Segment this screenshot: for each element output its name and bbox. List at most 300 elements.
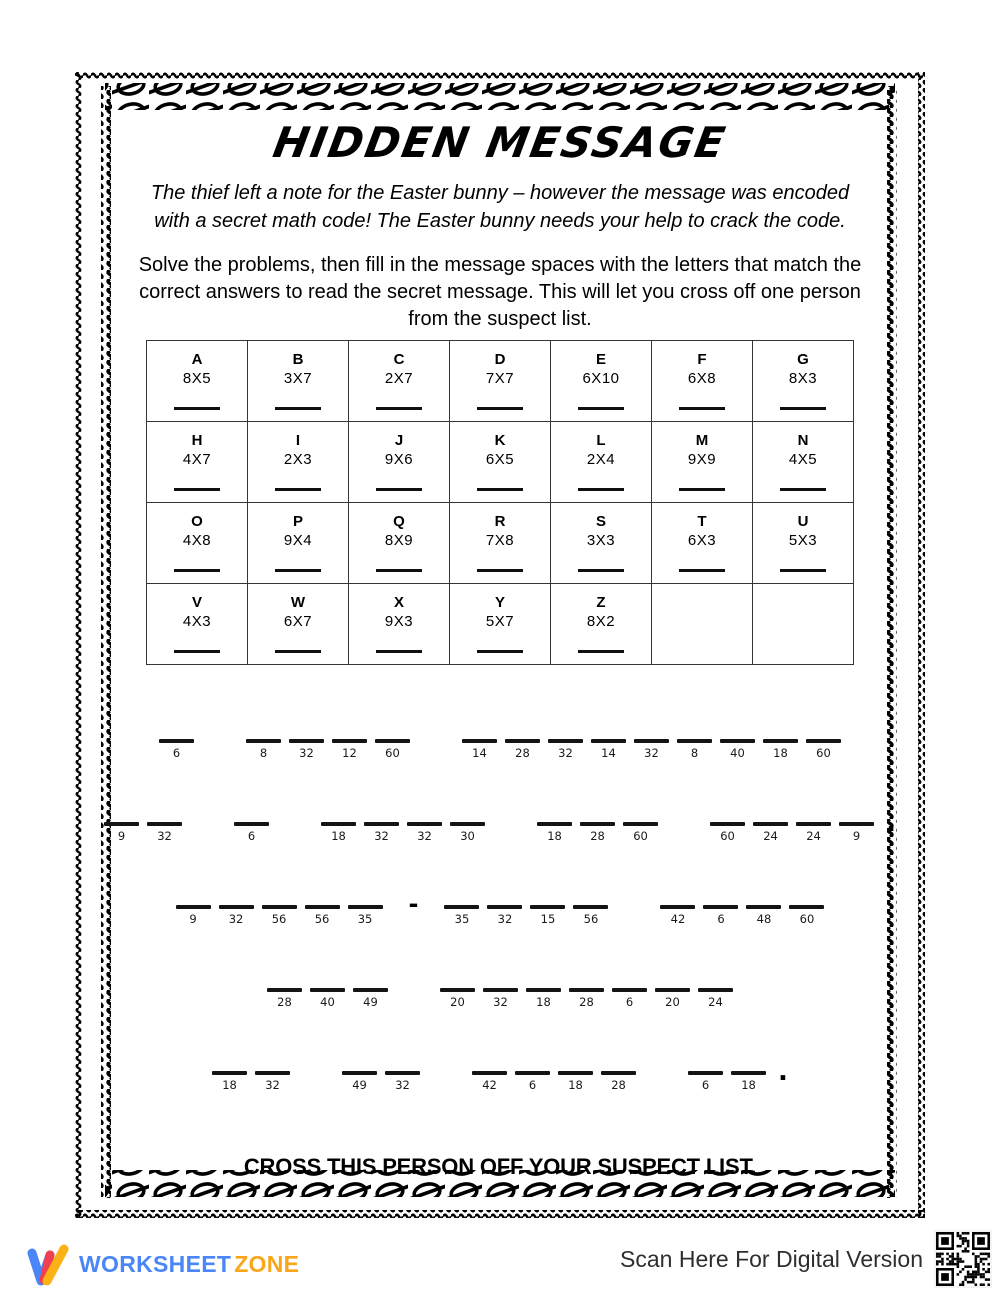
blank-line bbox=[212, 1071, 247, 1075]
message-blank bbox=[353, 988, 388, 1009]
logo-text-secondary: ZONE bbox=[234, 1250, 300, 1277]
blank-line bbox=[462, 739, 497, 743]
answer-blank bbox=[780, 407, 826, 410]
code-cell bbox=[147, 503, 248, 584]
code-cell bbox=[551, 503, 652, 584]
code-letter: Z bbox=[596, 594, 606, 611]
blank-number: 18 bbox=[773, 746, 788, 760]
message-blank bbox=[731, 1071, 766, 1092]
code-letter: U bbox=[797, 513, 809, 530]
blank-line bbox=[472, 1071, 507, 1075]
message-word bbox=[462, 739, 841, 760]
blank-number: 28 bbox=[515, 746, 530, 760]
blank-line bbox=[806, 739, 841, 743]
message-blank bbox=[342, 1071, 377, 1092]
instructions-line-3: from the suspect list. bbox=[408, 308, 592, 330]
blank-line bbox=[573, 905, 608, 909]
blank-line bbox=[267, 988, 302, 992]
answer-blank bbox=[477, 650, 523, 653]
message-punctuation: . bbox=[778, 1057, 788, 1087]
message-blank bbox=[688, 1071, 723, 1092]
code-cell bbox=[551, 584, 652, 665]
code-problem: 9X3 bbox=[384, 613, 414, 630]
message-blank bbox=[796, 822, 831, 843]
message-blank bbox=[660, 905, 695, 926]
code-cell bbox=[551, 422, 652, 503]
code-table-body bbox=[147, 341, 854, 665]
code-cell bbox=[450, 584, 551, 665]
code-problem: 8X5 bbox=[182, 370, 212, 387]
code-cell bbox=[450, 422, 551, 503]
blank-number: 49 bbox=[363, 995, 378, 1009]
message-blank bbox=[515, 1071, 550, 1092]
message-line bbox=[115, 739, 885, 759]
blank-line bbox=[655, 988, 690, 992]
message-blank bbox=[558, 1071, 593, 1092]
blank-number: 32 bbox=[417, 829, 432, 843]
answer-blank bbox=[275, 650, 321, 653]
code-problem: 4X3 bbox=[182, 613, 212, 630]
message-blank bbox=[255, 1071, 290, 1092]
message-line bbox=[115, 890, 885, 926]
code-letter: W bbox=[290, 594, 306, 611]
answer-blank bbox=[275, 407, 321, 410]
blank-number: 28 bbox=[590, 829, 605, 843]
message-blank bbox=[234, 822, 269, 843]
worksheet-content bbox=[115, 102, 896, 1180]
code-problem: 3X3 bbox=[586, 532, 616, 549]
code-letter: Q bbox=[393, 513, 405, 530]
message-blank bbox=[655, 988, 690, 1009]
blank-number: 18 bbox=[741, 1078, 756, 1092]
blank-number: 32 bbox=[228, 912, 244, 926]
blank-line bbox=[612, 988, 647, 992]
answer-blank bbox=[477, 569, 523, 572]
message-blank bbox=[472, 1071, 507, 1092]
code-cell bbox=[147, 422, 248, 503]
blank-line bbox=[505, 739, 540, 743]
code-letter: N bbox=[797, 432, 809, 449]
blank-line bbox=[147, 822, 182, 826]
blank-number: 18 bbox=[568, 1078, 583, 1092]
blank-number: 56 bbox=[583, 912, 599, 926]
message-word bbox=[267, 988, 388, 1009]
blank-line bbox=[385, 1071, 420, 1075]
code-table-row bbox=[147, 584, 854, 665]
message-blank bbox=[677, 739, 712, 760]
code-problem: 5X7 bbox=[485, 613, 515, 630]
message-word bbox=[710, 822, 874, 843]
message-word bbox=[342, 1071, 420, 1092]
blank-number: 9 bbox=[117, 829, 126, 843]
answer-blank bbox=[780, 488, 826, 491]
blank-line bbox=[591, 739, 626, 743]
message-blank bbox=[806, 739, 841, 760]
message-blank bbox=[612, 988, 647, 1009]
answer-blank bbox=[174, 488, 220, 491]
message-word bbox=[104, 822, 182, 843]
blank-line bbox=[246, 739, 281, 743]
blank-line bbox=[548, 739, 583, 743]
blank-number: 8 bbox=[259, 746, 268, 760]
message-word bbox=[444, 905, 608, 926]
answer-blank bbox=[376, 569, 422, 572]
blank-line bbox=[558, 1071, 593, 1075]
blank-number: 42 bbox=[670, 912, 686, 926]
qr-code bbox=[934, 1230, 992, 1288]
answer-blank bbox=[376, 650, 422, 653]
logo-text-primary: WORKSHEET bbox=[79, 1250, 232, 1277]
message-line bbox=[115, 1057, 885, 1092]
code-problem: 9X6 bbox=[384, 451, 414, 468]
code-letter: V bbox=[191, 594, 202, 611]
code-cell bbox=[248, 422, 349, 503]
answer-blank bbox=[477, 488, 523, 491]
code-problem: 4X7 bbox=[182, 451, 212, 468]
message-blank bbox=[246, 739, 281, 760]
message-blank bbox=[720, 739, 755, 760]
message-punctuation: - bbox=[408, 890, 419, 918]
message-blank bbox=[746, 905, 781, 926]
message-blank bbox=[623, 822, 658, 843]
code-cell bbox=[450, 503, 551, 584]
code-cell bbox=[248, 584, 349, 665]
message-word bbox=[660, 905, 824, 926]
code-table-row bbox=[147, 341, 854, 422]
message-blank bbox=[440, 988, 475, 1009]
blank-line bbox=[289, 739, 324, 743]
blank-line bbox=[444, 905, 479, 909]
blank-number: 56 bbox=[271, 912, 287, 926]
code-problem: 4X8 bbox=[182, 532, 212, 549]
blank-number: 32 bbox=[157, 829, 172, 843]
blank-line bbox=[710, 822, 745, 826]
message-word bbox=[176, 905, 383, 926]
blank-line bbox=[569, 988, 604, 992]
blank-number: 28 bbox=[579, 995, 594, 1009]
blank-line bbox=[623, 822, 658, 826]
blank-line bbox=[763, 739, 798, 743]
code-cell bbox=[248, 341, 349, 422]
code-problem: 6X10 bbox=[582, 370, 620, 387]
blank-number: 32 bbox=[395, 1078, 410, 1092]
worksheetzone-logo-icon bbox=[26, 1240, 70, 1288]
blank-line bbox=[219, 905, 254, 909]
message-word bbox=[234, 822, 269, 843]
blank-line bbox=[688, 1071, 723, 1075]
code-cell bbox=[652, 422, 753, 503]
message-blank bbox=[267, 988, 302, 1009]
blank-number: 18 bbox=[331, 829, 346, 843]
blank-line bbox=[310, 988, 345, 992]
blank-line bbox=[348, 905, 383, 909]
message-blank bbox=[310, 988, 345, 1009]
answer-blank bbox=[578, 407, 624, 410]
message-blank bbox=[573, 905, 608, 926]
blank-line bbox=[601, 1071, 636, 1075]
message-blank bbox=[462, 739, 497, 760]
blank-number: 60 bbox=[720, 829, 735, 843]
code-letter: A bbox=[191, 351, 203, 368]
code-problem: 9X9 bbox=[687, 451, 717, 468]
blank-number: 32 bbox=[644, 746, 659, 760]
code-problem: 2X4 bbox=[586, 451, 616, 468]
blank-number: 32 bbox=[497, 912, 513, 926]
message-blank bbox=[219, 905, 254, 926]
code-letter: H bbox=[191, 432, 203, 449]
instructions-text bbox=[115, 252, 885, 333]
message-blank bbox=[212, 1071, 247, 1092]
answer-blank bbox=[578, 488, 624, 491]
answer-blank bbox=[275, 488, 321, 491]
blank-line bbox=[796, 822, 831, 826]
code-cell bbox=[753, 503, 854, 584]
blank-line bbox=[839, 822, 874, 826]
message-word bbox=[688, 1071, 766, 1092]
blank-line bbox=[537, 822, 572, 826]
code-letter: G bbox=[797, 351, 809, 368]
blank-line bbox=[720, 739, 755, 743]
blank-line bbox=[234, 822, 269, 826]
code-letter: S bbox=[595, 513, 606, 530]
code-letter: B bbox=[292, 351, 304, 368]
blank-line bbox=[487, 905, 522, 909]
code-cell bbox=[147, 341, 248, 422]
blank-number: 24 bbox=[763, 829, 778, 843]
message-blank bbox=[703, 905, 738, 926]
blank-number: 12 bbox=[342, 746, 357, 760]
blank-line bbox=[407, 822, 442, 826]
blank-line bbox=[176, 905, 211, 909]
code-problem: 6X5 bbox=[485, 451, 515, 468]
blank-number: 56 bbox=[314, 912, 330, 926]
footer bbox=[0, 1228, 1000, 1294]
answer-blank bbox=[174, 569, 220, 572]
blank-line bbox=[677, 739, 712, 743]
code-problem: 5X3 bbox=[788, 532, 818, 549]
blank-number: 20 bbox=[665, 995, 680, 1009]
intro-line-2: with a secret math code! The Easter bunny needs your help to crack the code. bbox=[154, 210, 846, 232]
blank-number: 9 bbox=[852, 829, 861, 843]
blank-line bbox=[342, 1071, 377, 1075]
answer-blank bbox=[174, 407, 220, 410]
blank-line bbox=[580, 822, 615, 826]
message-blank bbox=[839, 822, 874, 843]
code-table-row bbox=[147, 422, 854, 503]
code-cell bbox=[147, 584, 248, 665]
code-problem: 6X7 bbox=[283, 613, 313, 630]
code-letter: P bbox=[292, 513, 303, 530]
message-blank bbox=[537, 822, 572, 843]
blank-number: 18 bbox=[547, 829, 562, 843]
message-blank bbox=[289, 739, 324, 760]
blank-number: 6 bbox=[625, 995, 634, 1009]
blank-number: 35 bbox=[454, 912, 470, 926]
message-blank bbox=[698, 988, 733, 1009]
code-cell bbox=[753, 341, 854, 422]
message-word bbox=[246, 739, 410, 760]
blank-number: 35 bbox=[357, 912, 373, 926]
code-problem: 8X9 bbox=[384, 532, 414, 549]
code-letter: X bbox=[393, 594, 404, 611]
message-blank bbox=[262, 905, 297, 926]
message-blank bbox=[591, 739, 626, 760]
message-blank bbox=[569, 988, 604, 1009]
code-problem: 7X7 bbox=[485, 370, 515, 387]
message-blank bbox=[548, 739, 583, 760]
code-problem: 8X2 bbox=[586, 613, 616, 630]
message-blank bbox=[364, 822, 399, 843]
blank-number: 32 bbox=[299, 746, 314, 760]
code-cell bbox=[248, 503, 349, 584]
intro-line-1: The thief left a note for the Easter bunny – however the message was encoded bbox=[150, 182, 850, 204]
code-letter: I bbox=[295, 432, 301, 449]
blank-line bbox=[530, 905, 565, 909]
blank-line bbox=[515, 1071, 550, 1075]
code-cell bbox=[551, 341, 652, 422]
blank-line bbox=[375, 739, 410, 743]
blank-line bbox=[159, 739, 194, 743]
code-problem: 8X3 bbox=[788, 370, 818, 387]
blank-number: 32 bbox=[374, 829, 389, 843]
answer-blank bbox=[780, 569, 826, 572]
blank-number: 48 bbox=[756, 912, 772, 926]
blank-line bbox=[305, 905, 340, 909]
blank-number: 8 bbox=[690, 746, 699, 760]
blank-number: 32 bbox=[493, 995, 508, 1009]
code-letter: D bbox=[494, 351, 506, 368]
message-punctuation: . bbox=[886, 808, 896, 838]
blank-number: 40 bbox=[730, 746, 745, 760]
blank-number: 42 bbox=[482, 1078, 497, 1092]
blank-line bbox=[353, 988, 388, 992]
blank-number: 28 bbox=[277, 995, 292, 1009]
message-blank bbox=[580, 822, 615, 843]
blank-number: 6 bbox=[528, 1078, 537, 1092]
blank-number: 28 bbox=[611, 1078, 626, 1092]
blank-line bbox=[746, 905, 781, 909]
message-blank bbox=[505, 739, 540, 760]
blank-line bbox=[321, 822, 356, 826]
blank-line bbox=[483, 988, 518, 992]
message-blank bbox=[385, 1071, 420, 1092]
message-blank bbox=[526, 988, 561, 1009]
code-cell bbox=[349, 422, 450, 503]
answer-blank bbox=[679, 488, 725, 491]
blank-line bbox=[753, 822, 788, 826]
instructions-line-2: correct answers to read the secret message. This will let you cross off one person bbox=[139, 281, 861, 303]
blank-line bbox=[450, 822, 485, 826]
blank-number: 18 bbox=[222, 1078, 237, 1092]
code-letter: E bbox=[595, 351, 606, 368]
code-cell bbox=[652, 341, 753, 422]
code-cell-empty bbox=[652, 584, 753, 665]
blank-line bbox=[332, 739, 367, 743]
message-area bbox=[115, 739, 896, 1092]
blank-line bbox=[526, 988, 561, 992]
message-blank bbox=[348, 905, 383, 926]
blank-line bbox=[104, 822, 139, 826]
blank-number: 6 bbox=[172, 746, 181, 760]
blank-number: 15 bbox=[540, 912, 556, 926]
code-letter: O bbox=[191, 513, 203, 530]
code-problem: 3X7 bbox=[283, 370, 313, 387]
worksheet-frame bbox=[75, 72, 925, 1218]
blank-line bbox=[731, 1071, 766, 1075]
code-cell bbox=[349, 341, 450, 422]
code-letter: R bbox=[494, 513, 506, 530]
code-cell bbox=[652, 503, 753, 584]
code-problem: 7X8 bbox=[485, 532, 515, 549]
message-blank bbox=[104, 822, 139, 843]
code-problem: 2X3 bbox=[283, 451, 313, 468]
blank-line bbox=[364, 822, 399, 826]
message-blank bbox=[159, 739, 194, 760]
message-blank bbox=[407, 822, 442, 843]
blank-number: 30 bbox=[460, 829, 475, 843]
blank-line bbox=[255, 1071, 290, 1075]
message-blank bbox=[789, 905, 824, 926]
code-problem: 2X7 bbox=[384, 370, 414, 387]
answer-blank bbox=[679, 407, 725, 410]
blank-number: 14 bbox=[601, 746, 616, 760]
message-blank bbox=[444, 905, 479, 926]
code-letter: C bbox=[393, 351, 405, 368]
blank-number: 18 bbox=[536, 995, 551, 1009]
blank-line bbox=[440, 988, 475, 992]
blank-number: 14 bbox=[472, 746, 487, 760]
code-cell-empty bbox=[753, 584, 854, 665]
blank-number: 24 bbox=[708, 995, 723, 1009]
scan-text: Scan Here For Digital Version bbox=[620, 1245, 923, 1272]
closing-instruction: CROSS THIS PERSON OFF YOUR SUSPECT LIST. bbox=[243, 1154, 757, 1179]
blank-number: 60 bbox=[816, 746, 831, 760]
message-blank bbox=[450, 822, 485, 843]
message-blank bbox=[147, 822, 182, 843]
blank-number: 24 bbox=[806, 829, 821, 843]
message-blank bbox=[305, 905, 340, 926]
message-word bbox=[440, 988, 733, 1009]
message-blank bbox=[753, 822, 788, 843]
blank-line bbox=[660, 905, 695, 909]
answer-blank bbox=[679, 569, 725, 572]
blank-number: 40 bbox=[320, 995, 335, 1009]
code-letter: K bbox=[494, 432, 506, 449]
code-letter: T bbox=[697, 513, 707, 530]
code-table-row bbox=[147, 503, 854, 584]
message-blank bbox=[487, 905, 522, 926]
message-blank bbox=[176, 905, 211, 926]
answer-blank bbox=[477, 407, 523, 410]
answer-blank bbox=[376, 488, 422, 491]
blank-number: 60 bbox=[385, 746, 400, 760]
message-line bbox=[115, 988, 885, 1008]
code-letter: L bbox=[596, 432, 606, 449]
blank-number: 6 bbox=[247, 829, 256, 843]
blank-number: 49 bbox=[352, 1078, 367, 1092]
blank-line bbox=[703, 905, 738, 909]
page-title: HIDDEN MESSAGE bbox=[269, 118, 731, 167]
code-problem: 6X3 bbox=[687, 532, 717, 549]
instructions-line-1: Solve the problems, then fill in the message spaces with the letters that match the bbox=[138, 254, 862, 276]
message-blank bbox=[483, 988, 518, 1009]
message-word bbox=[321, 822, 485, 843]
message-word bbox=[537, 822, 658, 843]
code-cell bbox=[450, 341, 551, 422]
blank-line bbox=[634, 739, 669, 743]
blank-number: 20 bbox=[450, 995, 465, 1009]
answer-blank bbox=[578, 650, 624, 653]
